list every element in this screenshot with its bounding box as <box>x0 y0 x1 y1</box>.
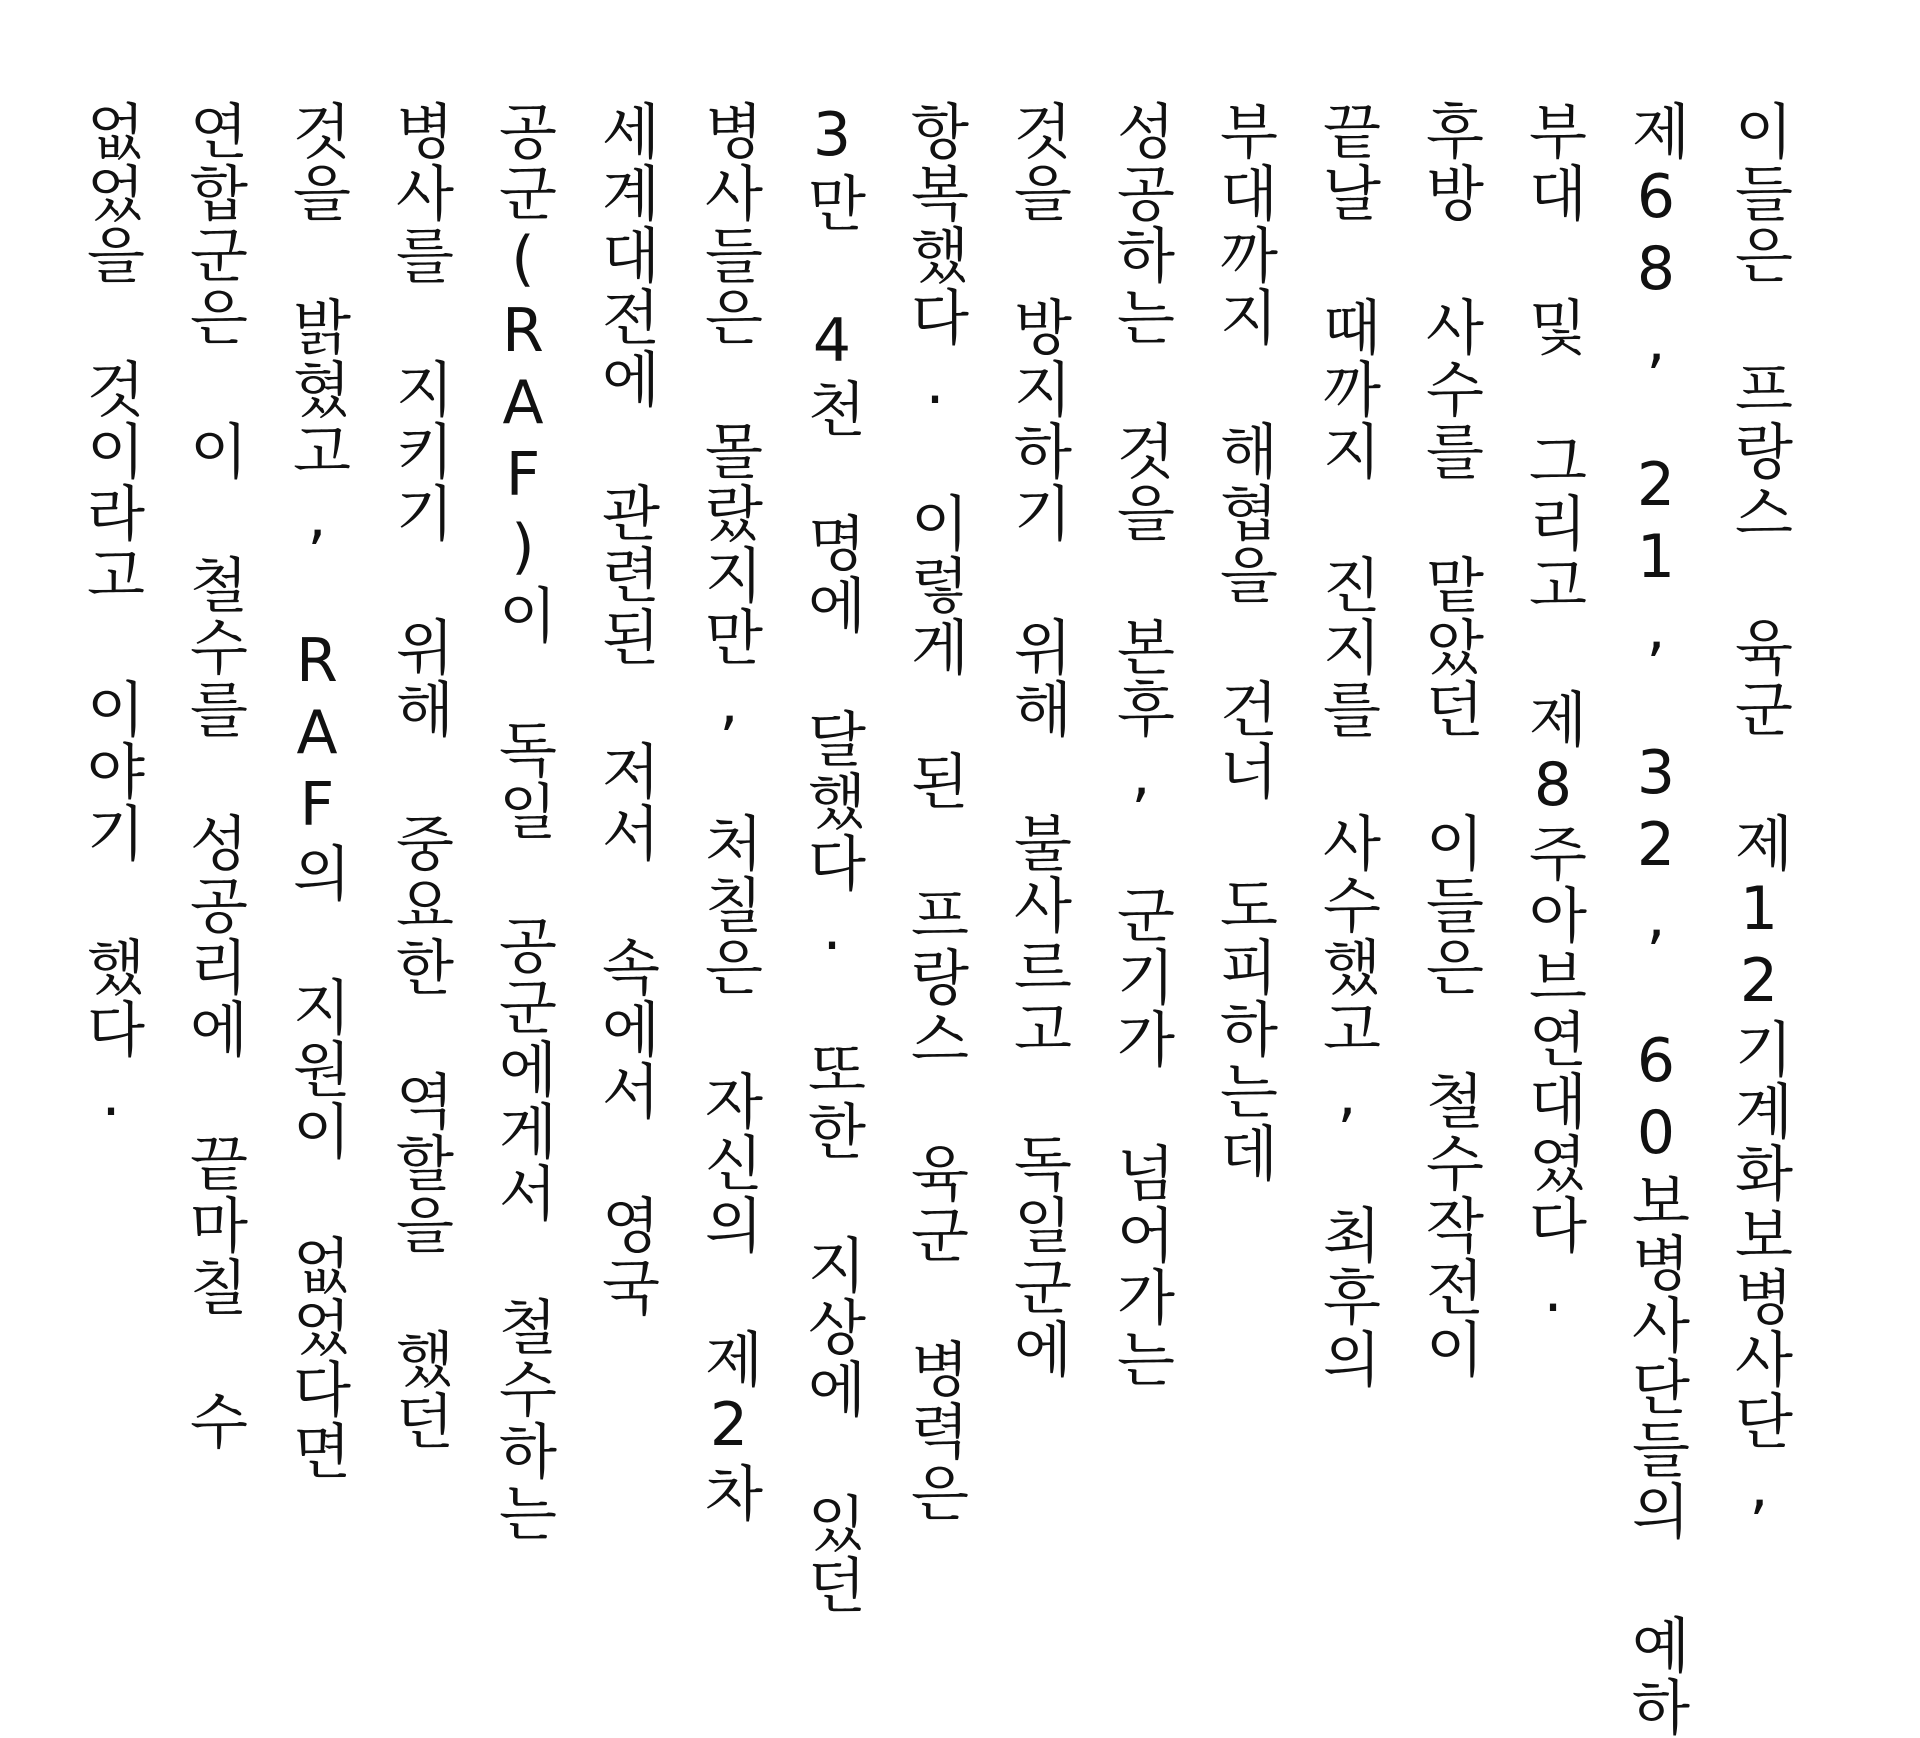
text-line: 것을 방지하기 위해 불사르고 독일군에 <box>1003 100 1073 1380</box>
text-line: 병사를 지키기 위해 중요한 역할을 했던 <box>385 100 455 1452</box>
text-line: 부대 및 그리고 제8주아브연대였다. <box>1518 100 1588 1328</box>
text-line: 성공하는 것을 본후, 군기가 넘어가는 <box>1106 100 1176 1390</box>
vertical-text-block <box>59 100 1810 1738</box>
text-line: 3만 4천 명에 달했다. 또한 지상에 있던 <box>797 100 867 1616</box>
text-line: 이들은 프랑스 육군 제12기계화보병사단, <box>1724 100 1794 1524</box>
text-line: 공군(RAF)이 독일 공군에게서 철수하는 <box>488 100 558 1544</box>
text-line: 제68, 21, 32, 60보병사단들의 예하 <box>1621 100 1691 1738</box>
text-line: 항복했다. 이렇게 된 프랑스 육군 병력은 <box>900 100 970 1524</box>
text-line: 연합군은 이 철수를 성공리에 끝마칠 수 <box>179 100 249 1452</box>
text-line: 끝날 때까지 진지를 사수했고, 최후의 <box>1312 100 1382 1390</box>
text-line: 후방 사수를 맡았던 이들은 철수작전이 <box>1415 100 1485 1380</box>
text-line: 병사들은 몰랐지만, 처칠은 자신의 제2차 <box>694 100 764 1524</box>
text-line: 없었을 것이라고 이야기 했다. <box>76 100 146 1132</box>
text-line: 부대까지 해협을 건너 도피하는데 <box>1209 100 1279 1184</box>
text-line: 것을 밝혔고, RAF의 지원이 없었다면 <box>282 100 352 1482</box>
text-line: 세계대전에 관련된 저서 속에서 영국 <box>591 100 661 1318</box>
